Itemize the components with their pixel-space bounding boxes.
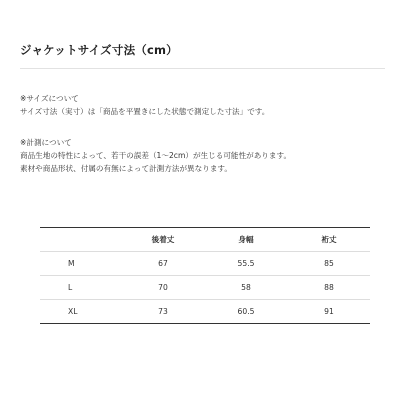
back-length-cell: 73 [158, 307, 168, 316]
table-row [40, 252, 370, 276]
table-row [40, 300, 370, 324]
size-note-heading: ※サイズについて [20, 94, 79, 103]
title-divider [20, 68, 385, 69]
size-note-text: サイズ寸法（実寸）は「商品を平置きにした状態で測定した寸法」です。 [20, 107, 270, 116]
table-header-row [40, 228, 370, 252]
measure-note-heading: ※計測について [20, 138, 72, 147]
sleeve-length-cell: 88 [324, 283, 334, 292]
sleeve-length-cell: 85 [324, 259, 334, 268]
header-back-length: 後着丈 [151, 235, 175, 244]
sleeve-length-cell: 91 [324, 307, 334, 316]
back-length-cell: 67 [158, 259, 168, 268]
back-length-cell: 70 [158, 283, 168, 292]
size-note [20, 92, 269, 118]
table-row [40, 276, 370, 300]
measure-note-line: 素材や商品形状、付属の有無によって計測方法が異なります。 [20, 164, 233, 173]
body-width-cell: 55.5 [237, 259, 255, 268]
header-sleeve-length: 裄丈 [321, 235, 337, 244]
size-cell: M [68, 259, 75, 268]
body-width-cell: 60.5 [237, 307, 255, 316]
body-width-cell: 58 [241, 283, 251, 292]
header-body-width: 身幅 [238, 235, 254, 244]
size-cell: L [68, 283, 73, 292]
header-size [40, 228, 122, 252]
size-cell: XL [68, 307, 78, 316]
measure-note [20, 136, 291, 175]
page-title: ジャケットサイズ寸法（cm） [20, 43, 178, 57]
measure-note-line: 商品生地の特性によって、若干の誤差（1〜2cm）が生じる可能性があります。 [20, 151, 292, 160]
size-table [40, 227, 370, 324]
